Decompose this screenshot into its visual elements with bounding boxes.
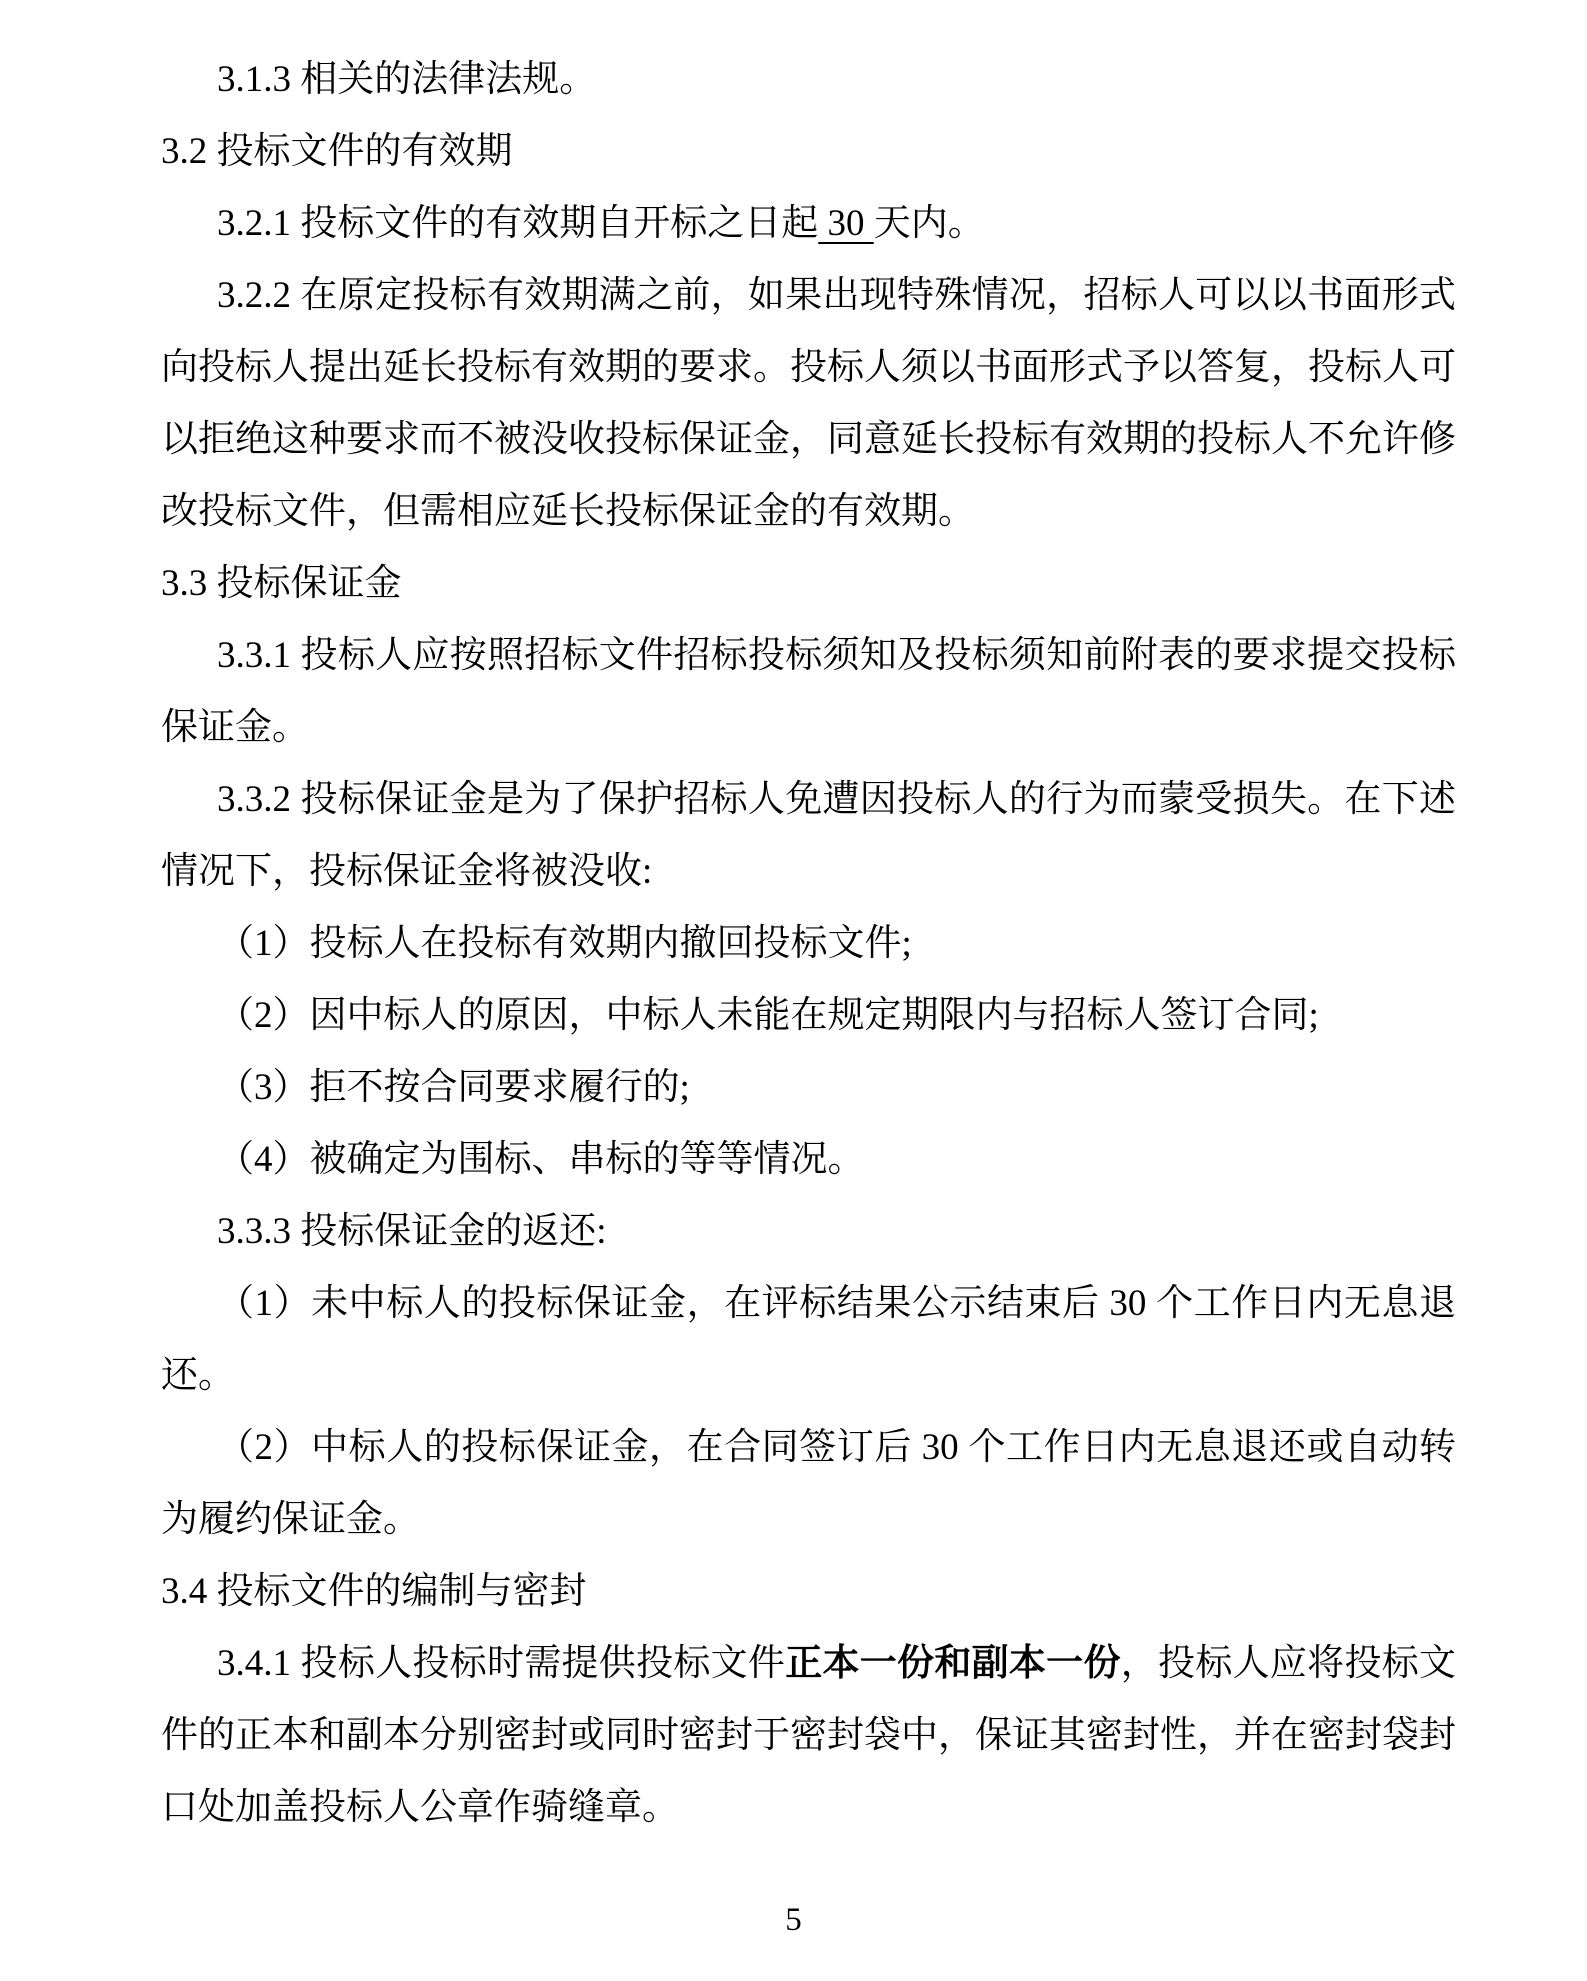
text-run: 3.4.1 投标人投标时需提供投标文件 [217,1643,786,1684]
paragraph [161,764,1456,908]
paragraph [161,44,1456,116]
text-run: （1）未中标人的投标保证金，在评标结果公示结束后 30 个工作日内无息退还。 [161,1283,1456,1396]
paragraph [161,116,1456,188]
text-run: 3.3.2 投标保证金是为了保护招标人免遭因投标人的行为而蒙受损失。在下述情况下，投标保证金将被没收: [161,779,1456,892]
text-run: 3.2.1 投标文件的有效期自开标之日起 [217,203,819,244]
text-run: （2）中标人的投标保证金，在合同签订后 30 个工作日内无息退还或自动转为履约保证金。 [161,1427,1456,1540]
paragraph [161,620,1456,764]
paragraph [161,548,1456,620]
paragraph [161,980,1456,1052]
bold-text-run: 正本一份和副本一份 [785,1643,1121,1684]
text-run: 3.3.3 投标保证金的返还: [217,1211,607,1252]
paragraph [161,1412,1456,1556]
paragraph [161,1124,1456,1196]
paragraph [161,1052,1456,1124]
text-run: 3.3 投标保证金 [161,563,402,604]
paragraph [161,260,1456,548]
text-run: （4）被确定为围标、串标的等等情况。 [217,1139,865,1180]
text-run: 天内。 [873,203,985,244]
paragraph [161,1556,1456,1628]
text-run: 3.4 投标文件的编制与密封 [161,1571,587,1612]
paragraph [161,1268,1456,1412]
text-run: 3.3.1 投标人应按照招标文件招标投标须知及投标须知前附表的要求提交投标保证金。 [161,635,1456,748]
text-run: （2）因中标人的原因，中标人未能在规定期限内与招标人签订合同; [217,995,1319,1036]
document-body [161,44,1456,1844]
underlined-text-run: 30 [818,203,874,244]
text-run: （1）投标人在投标有效期内撤回投标文件; [217,923,912,964]
paragraph [161,908,1456,980]
text-run: 3.2 投标文件的有效期 [161,131,513,172]
paragraph [161,1196,1456,1268]
text-run: 3.1.3 相关的法律法规。 [217,59,597,100]
page-number: 5 [785,1902,802,1938]
text-run: 3.2.2 在原定投标有效期满之前，如果出现特殊情况，招标人可以以书面形式向投标人提出延长投标有效期的要求。投标人须以书面形式予以答复，投标人可以拒绝这种要求而不被没收投标保证金，同意延长投标有效期的投标人不允许修改投标文件，但需相应延长投标保证金的有效期。 [161,275,1456,532]
paragraph [161,188,1456,260]
text-run: ，投标人应将投标文件的正本和副本分别密封或同时密封于密封袋中，保证其密封性，并在密封袋封口处加盖投标人公章作骑缝章。 [161,1643,1457,1828]
paragraph [161,1628,1456,1844]
text-run: （3）拒不按合同要求履行的; [217,1067,690,1108]
